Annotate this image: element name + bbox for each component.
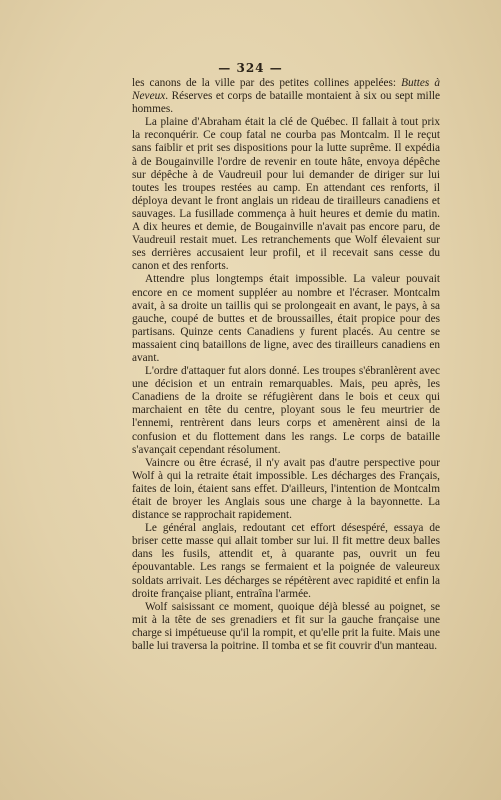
text-run: L'ordre d'attaquer fut alors donné. Les troupes s'ébranlèrent avec une décision et un entrain remarquables. Mais, peu après, les Canadiens de la droite se réfugièrent dans le bois et ceux qui marchaient en tête du centre, ployant sous le feu meurtrier de l'ennemi, rentrèrent dans leurs corps et amenèrent ainsi de la confusion et du flottement dans les rangs. Le corps de bataille s'avançait cependant résolument. [132, 365, 440, 456]
text-run: Wolf saisissant ce moment, quoique déjà blessé au poignet, se mit à la tête de ses grenadiers et fit sur la gauche française une charge si impétueuse qu'il la rompit, et qu'elle prit la fuite. Mais une balle lui traversa la poitrine. Il tomba et se fit couvrir d'un manteau. [132, 600, 440, 653]
text-run: . Réserves et corps de bataille montaient à six ou sept mille hommes. [132, 90, 440, 116]
text-run: La plaine d'Abraham était la clé de Québec. Il fallait à tout prix la reconquérir. Ce coup fatal ne courba pas Montcalm. Il le reçut sans faiblir et prit ses dispositions pour la lutte suprême. Il expédia à de Bougainville l'ordre de revenir en toute hâte, envoya dépêche sur dépêche à de Vaudreuil pour lui demander de diriger sur lui toutes les troupes restées au camp. En attendant ces renforts, il déploya devant le front anglais un rideau de tirailleurs canadiens et sauvages. La fusillade commença à huit heures et demie du matin. A dix heures et demie, de Bougainville n'avait pas encore paru, de Vaudreuil restait muet. Les retranchements que Wolf élevaient sur ses derrières accusaient leur profil, et il recevait sans cesse du canon et des renforts. [132, 116, 440, 273]
paragraph [132, 365, 440, 457]
italic-text: Buttes à Neveux [132, 77, 440, 103]
paragraph [132, 457, 440, 522]
text-run: Attendre plus longtemps était impossible. La valeur pouvait encore en ce moment suppléer au nombre et l'écraser. Montcalm avait, à sa droite un taillis qui se prolongeait en avant, le pays, à sa gauche, coupé de buttes et de broussailles, était propice pour des partisans. Quinze cents Canadiens y furent placés. Au centre se massaient cinq bataillons de ligne, avec des tirailleurs canadiens en avant. [132, 273, 440, 364]
paragraph [132, 601, 440, 653]
body-text [132, 77, 440, 653]
paragraph [132, 273, 440, 365]
paragraph [132, 116, 440, 273]
text-run: les canons de la ville par des petites collines appelées: [132, 77, 402, 89]
paragraph [132, 77, 440, 116]
text-run: Le général anglais, redoutant cet effort désespéré, essaya de briser cette masse qui allait tomber sur lui. Il fit mettre deux balles dans les fusils, attendit et, à quarante pas, ouvrit un feu épouvantable. Les rangs se fermaient et la poignée de valeureux soldats arrivait. Les décharges se répétèrent avec rapidité et enfin la droite française pliant, entraîna l'armée. [132, 522, 440, 600]
paragraph [132, 522, 440, 601]
page-number: — 324 — [218, 61, 283, 75]
text-run: Vaincre ou être écrasé, il n'y avait pas d'autre perspective pour Wolf à qui la retraite était impossible. Les décharges des Français, faites de loin, étaient sans effet. D'ailleurs, l'intention de Montcalm était de broyer les Anglais sous une charge à la bayonnette. La distance se rapprochait rapidement. [132, 456, 440, 522]
